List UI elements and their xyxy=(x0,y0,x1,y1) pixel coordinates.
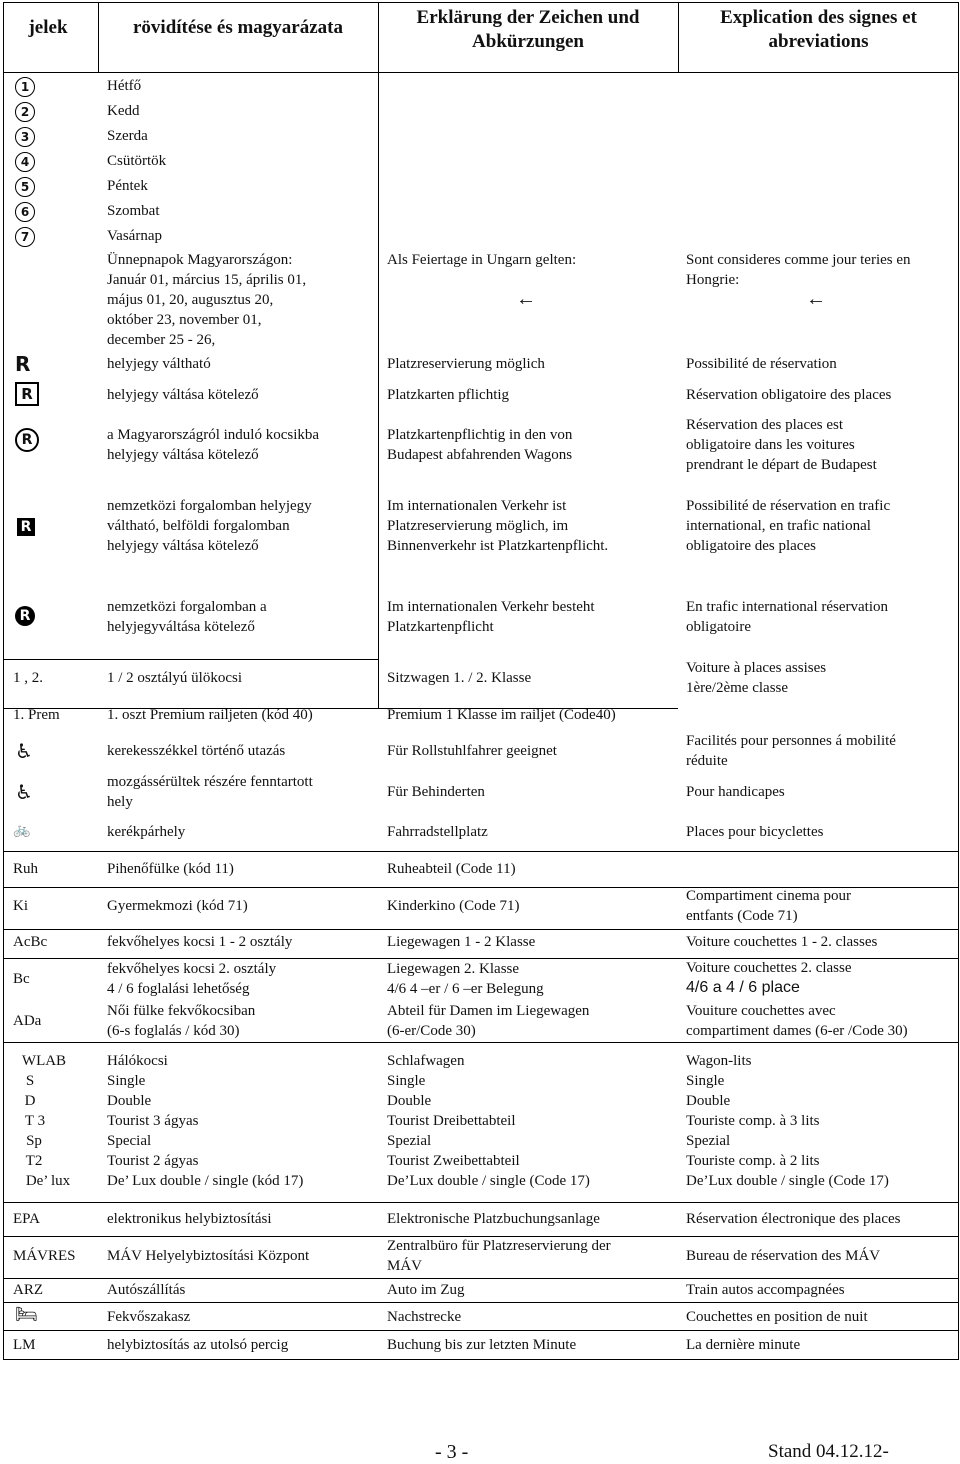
symbol-d: D xyxy=(24,1093,36,1109)
reservation-hu: a Magyarországról induló kocsikba xyxy=(107,427,320,443)
row-de: Für Behinderten xyxy=(387,784,485,800)
symbol-acbc: AcBc xyxy=(13,934,48,950)
symbol-t3: T 3 xyxy=(24,1113,46,1129)
row-de: (6-er/Code 30) xyxy=(387,1023,476,1039)
day-5-icon: 5 xyxy=(15,176,35,197)
day-2-icon: 2 xyxy=(15,101,35,122)
row-fr: 4/6 a 4 / 6 place xyxy=(686,979,800,996)
symbol-ki: Ki xyxy=(13,898,28,914)
reservation-international-icon: R xyxy=(17,516,35,536)
row-hu: 1. oszt Premium railjeten (kód 40) xyxy=(107,707,313,723)
holiday-hu: Január 01, március 15, április 01, xyxy=(107,272,307,288)
holiday-de: Als Feiertage in Ungarn gelten: xyxy=(387,252,577,268)
header-hungarian: rövidítése és magyarázata xyxy=(133,17,343,38)
reservation-hu: nemzetközi forgalomban a xyxy=(107,599,267,615)
reservation-hu: nemzetközi forgalomban helyjegy xyxy=(107,498,312,514)
row-fr: compartiment dames (6-er /Code 30) xyxy=(686,1023,908,1039)
symbol-class: 1 , 2. xyxy=(13,670,43,686)
row-de: Sitzwagen 1. / 2. Klasse xyxy=(387,670,532,686)
row-hu: Fekvőszakasz xyxy=(107,1309,191,1325)
day-7-icon: 7 xyxy=(15,226,35,247)
reservation-fr: international, en trafic national xyxy=(686,518,871,534)
row-de: Tourist Dreibettabteil xyxy=(387,1113,516,1129)
day-6-icon: 6 xyxy=(15,201,35,222)
header-german-2: Abkürzungen xyxy=(472,31,584,52)
bed-icon: 🛏 xyxy=(15,1304,38,1325)
holiday-fr: Hongrie: xyxy=(686,272,740,288)
symbol-premium: 1. Prem xyxy=(13,707,60,723)
reservation-fr: prendrant le départ de Budapest xyxy=(686,457,877,473)
row-fr: Wagon-lits xyxy=(686,1053,752,1069)
reservation-de: Platzkartenpflicht xyxy=(387,619,494,635)
symbol-lm: LM xyxy=(13,1337,36,1353)
day-label: Péntek xyxy=(107,178,148,194)
row-hu: fekvőhelyes kocsi 2. osztály xyxy=(107,961,277,977)
row-fr: Vouiture couchettes avec xyxy=(686,1003,836,1019)
row-fr: Couchettes en position de nuit xyxy=(686,1309,868,1325)
holiday-hu: Ünnepnapok Magyarországon: xyxy=(107,252,293,268)
holiday-hu: október 23, november 01, xyxy=(107,312,262,328)
row-de: Abteil für Damen im Liegewagen xyxy=(387,1003,590,1019)
row-de: Premium 1 Klasse im railjet (Code40) xyxy=(387,707,616,723)
reservation-fr: Réservation des places est xyxy=(686,417,844,433)
header-german-1: Erklärung der Zeichen und xyxy=(416,7,640,28)
row-hu: helybiztosítás az utolsó percig xyxy=(107,1337,289,1353)
reservation-de: Platzreservierung möglich, im xyxy=(387,518,569,534)
row-hu: MÁV Helyelybiztosítási Központ xyxy=(107,1248,310,1264)
reservation-hu: helyjegyváltása kötelező xyxy=(107,619,255,635)
row-fr: Touriste comp. à 3 lits xyxy=(686,1113,820,1129)
day-label: Vasárnap xyxy=(107,228,162,244)
symbol-t2: T2 xyxy=(25,1153,43,1169)
row-de: De’Lux double / single (Code 17) xyxy=(387,1173,590,1189)
row-fr: Bureau de réservation des MÁV xyxy=(686,1248,881,1264)
reservation-fr: Réservation obligatoire des places xyxy=(686,387,892,403)
day-label: Hétfő xyxy=(107,78,142,94)
symbol-ada: ADa xyxy=(13,1013,42,1029)
day-label: Szerda xyxy=(107,128,148,144)
row-fr: Voiture couchettes 1 - 2. classes xyxy=(686,934,878,950)
reservation-fr: Possibilité de réservation xyxy=(686,356,837,372)
row-hu: Double xyxy=(107,1093,152,1109)
reservation-fr: En trafic international réservation xyxy=(686,599,888,615)
day-3-icon: 3 xyxy=(15,126,35,147)
reservation-hu: helyjegy váltása kötelező xyxy=(107,447,259,463)
page-number: - 3 - xyxy=(435,1441,469,1463)
row-hu: kerekesszékkel történő utazás xyxy=(107,743,286,759)
row-de: MÁV xyxy=(387,1258,423,1274)
row-hu: Gyermekmozi (kód 71) xyxy=(107,898,248,914)
row-hu: Single xyxy=(107,1073,146,1089)
symbol-ruh: Ruh xyxy=(13,861,39,877)
header-jelek: jelek xyxy=(28,17,68,38)
reservation-hu: váltható, belföldi forgalomban xyxy=(107,518,290,534)
row-de: Double xyxy=(387,1093,432,1109)
reservation-de: Im internationalen Verkehr ist xyxy=(387,498,567,514)
arrow-left-icon: ← xyxy=(516,288,536,310)
row-hu: mozgássérültek részére fenntartott xyxy=(107,774,313,790)
row-fr: Compartiment cinema pour xyxy=(686,888,851,904)
reservation-de: Platzreservierung möglich xyxy=(387,356,545,372)
row-hu: fekvőhelyes kocsi 1 - 2 osztály xyxy=(107,934,293,950)
symbol-bc: Bc xyxy=(13,971,30,987)
holiday-hu: május 01, 20, augusztus 20, xyxy=(107,292,274,308)
row-de: Nachstrecke xyxy=(387,1309,462,1325)
reservation-fr: obligatoire dans les voitures xyxy=(686,437,855,453)
row-fr: Places pour bicyclettes xyxy=(686,824,824,840)
row-fr: Train autos accompagnées xyxy=(686,1282,845,1298)
row-de: Für Rollstuhlfahrer geeignet xyxy=(387,743,557,759)
wheelchair-icon: ♿ xyxy=(15,739,33,763)
row-de: Buchung bis zur letzten Minute xyxy=(387,1337,577,1353)
row-hu: Női fülke fekvőkocsiban xyxy=(107,1003,256,1019)
row-de: Liegewagen 1 - 2 Klasse xyxy=(387,934,536,950)
reservation-fr: obligatoire xyxy=(686,619,751,635)
reservation-de: Im internationalen Verkehr besteht xyxy=(387,599,595,615)
symbol-epa: EPA xyxy=(13,1211,40,1227)
reservation-hu: helyjegy váltása kötelező xyxy=(107,538,259,554)
row-de: Schlafwagen xyxy=(387,1053,465,1069)
symbol-delux: De’ lux xyxy=(25,1173,71,1189)
stand-date: Stand 04.12.12- xyxy=(768,1441,889,1462)
row-fr: Spezial xyxy=(686,1133,731,1149)
row-de: 4/6 4 –er / 6 –er Belegung xyxy=(387,981,544,997)
header-french-2: abreviations xyxy=(768,31,869,52)
row-fr: Single xyxy=(686,1073,725,1089)
reservation-de: Binnenverkehr ist Platzkartenpflicht. xyxy=(387,538,609,554)
day-label: Szombat xyxy=(107,203,160,219)
row-de: Spezial xyxy=(387,1133,432,1149)
reservation-international-mandatory-icon: R xyxy=(15,605,35,626)
row-hu: Tourist 2 ágyas xyxy=(107,1153,199,1169)
row-fr: Pour handicapes xyxy=(686,784,785,800)
row-fr: De’Lux double / single (Code 17) xyxy=(686,1173,889,1189)
symbol-wlab: WLAB xyxy=(21,1053,67,1069)
row-de: Zentralbüro für Platzreservierung der xyxy=(387,1238,611,1254)
symbol-s: S xyxy=(25,1073,35,1089)
symbol-mavres: MÁVRES xyxy=(13,1248,76,1264)
row-fr: 1ère/2ème classe xyxy=(686,680,789,696)
reservation-possible-icon: R xyxy=(15,352,31,376)
row-hu: 4 / 6 foglalási lehetőség xyxy=(107,981,250,997)
reservation-de: Platzkartenpflichtig in den von xyxy=(387,427,573,443)
reservation-mandatory-icon: R xyxy=(15,382,39,406)
holiday-hu: december 25 - 26, xyxy=(107,332,216,348)
reservation-de: Platzkarten pflichtig xyxy=(387,387,510,403)
header-french-1: Explication des signes et xyxy=(720,7,917,28)
row-de: Auto im Zug xyxy=(387,1282,465,1298)
row-hu: (6-s foglalás / kód 30) xyxy=(107,1023,240,1039)
row-fr: Voiture couchettes 2. classe xyxy=(686,960,852,976)
bicycle-icon: 🚲 xyxy=(13,822,31,838)
row-de: Single xyxy=(387,1073,426,1089)
row-fr: Voiture à places assises xyxy=(686,660,827,676)
reservation-de: Budapest abfahrenden Wagons xyxy=(387,447,573,463)
reservation-hu: helyjegy váltása kötelező xyxy=(107,387,259,403)
row-hu: 1 / 2 osztályú ülökocsi xyxy=(107,670,242,686)
reservation-fr: Possibilité de réservation en trafic xyxy=(686,498,891,514)
row-hu: hely xyxy=(107,794,133,810)
reservation-hu: helyjegy váltható xyxy=(107,356,211,372)
row-de: Ruheabteil (Code 11) xyxy=(387,861,516,877)
symbol-arz: ARZ xyxy=(13,1282,43,1298)
reservation-from-budapest-icon: R xyxy=(15,428,39,452)
row-fr: Touriste comp. à 2 lits xyxy=(686,1153,820,1169)
row-hu: Tourist 3 ágyas xyxy=(107,1113,199,1129)
row-hu: Autószállítás xyxy=(107,1282,186,1298)
row-hu: kerékpárhely xyxy=(107,824,186,840)
row-hu: Special xyxy=(107,1133,152,1149)
row-hu: Hálókocsi xyxy=(107,1053,168,1069)
handicapped-seat-icon: ♿ xyxy=(15,780,33,804)
row-fr: Double xyxy=(686,1093,731,1109)
row-fr: réduite xyxy=(686,753,728,769)
row-hu: De’ Lux double / single (kód 17) xyxy=(107,1173,304,1189)
row-hu: Pihenőfülke (kód 11) xyxy=(107,861,234,877)
reservation-fr: obligatoire des places xyxy=(686,538,816,554)
day-label: Kedd xyxy=(107,103,140,119)
row-de: Liegewagen 2. Klasse xyxy=(387,961,520,977)
symbol-sp: Sp xyxy=(26,1133,42,1149)
row-de: Elektronische Platzbuchungsanlage xyxy=(387,1211,600,1227)
row-de: Fahrradstellplatz xyxy=(387,824,488,840)
row-fr: La dernière minute xyxy=(686,1337,801,1353)
row-fr: Facilités pour personnes á mobilité xyxy=(686,733,896,749)
row-de: Kinderkino (Code 71) xyxy=(387,898,520,914)
row-fr: Réservation électronique des places xyxy=(686,1211,901,1227)
holiday-fr: Sont consideres comme jour teries en xyxy=(686,252,911,268)
row-hu: elektronikus helybiztosítási xyxy=(107,1211,272,1227)
day-1-icon: 1 xyxy=(15,76,35,97)
row-fr: entfants (Code 71) xyxy=(686,908,798,924)
day-4-icon: 4 xyxy=(15,151,35,172)
arrow-left-icon: ← xyxy=(806,288,826,310)
row-de: Tourist Zweibettabteil xyxy=(387,1153,520,1169)
day-label: Csütörtök xyxy=(107,153,167,169)
